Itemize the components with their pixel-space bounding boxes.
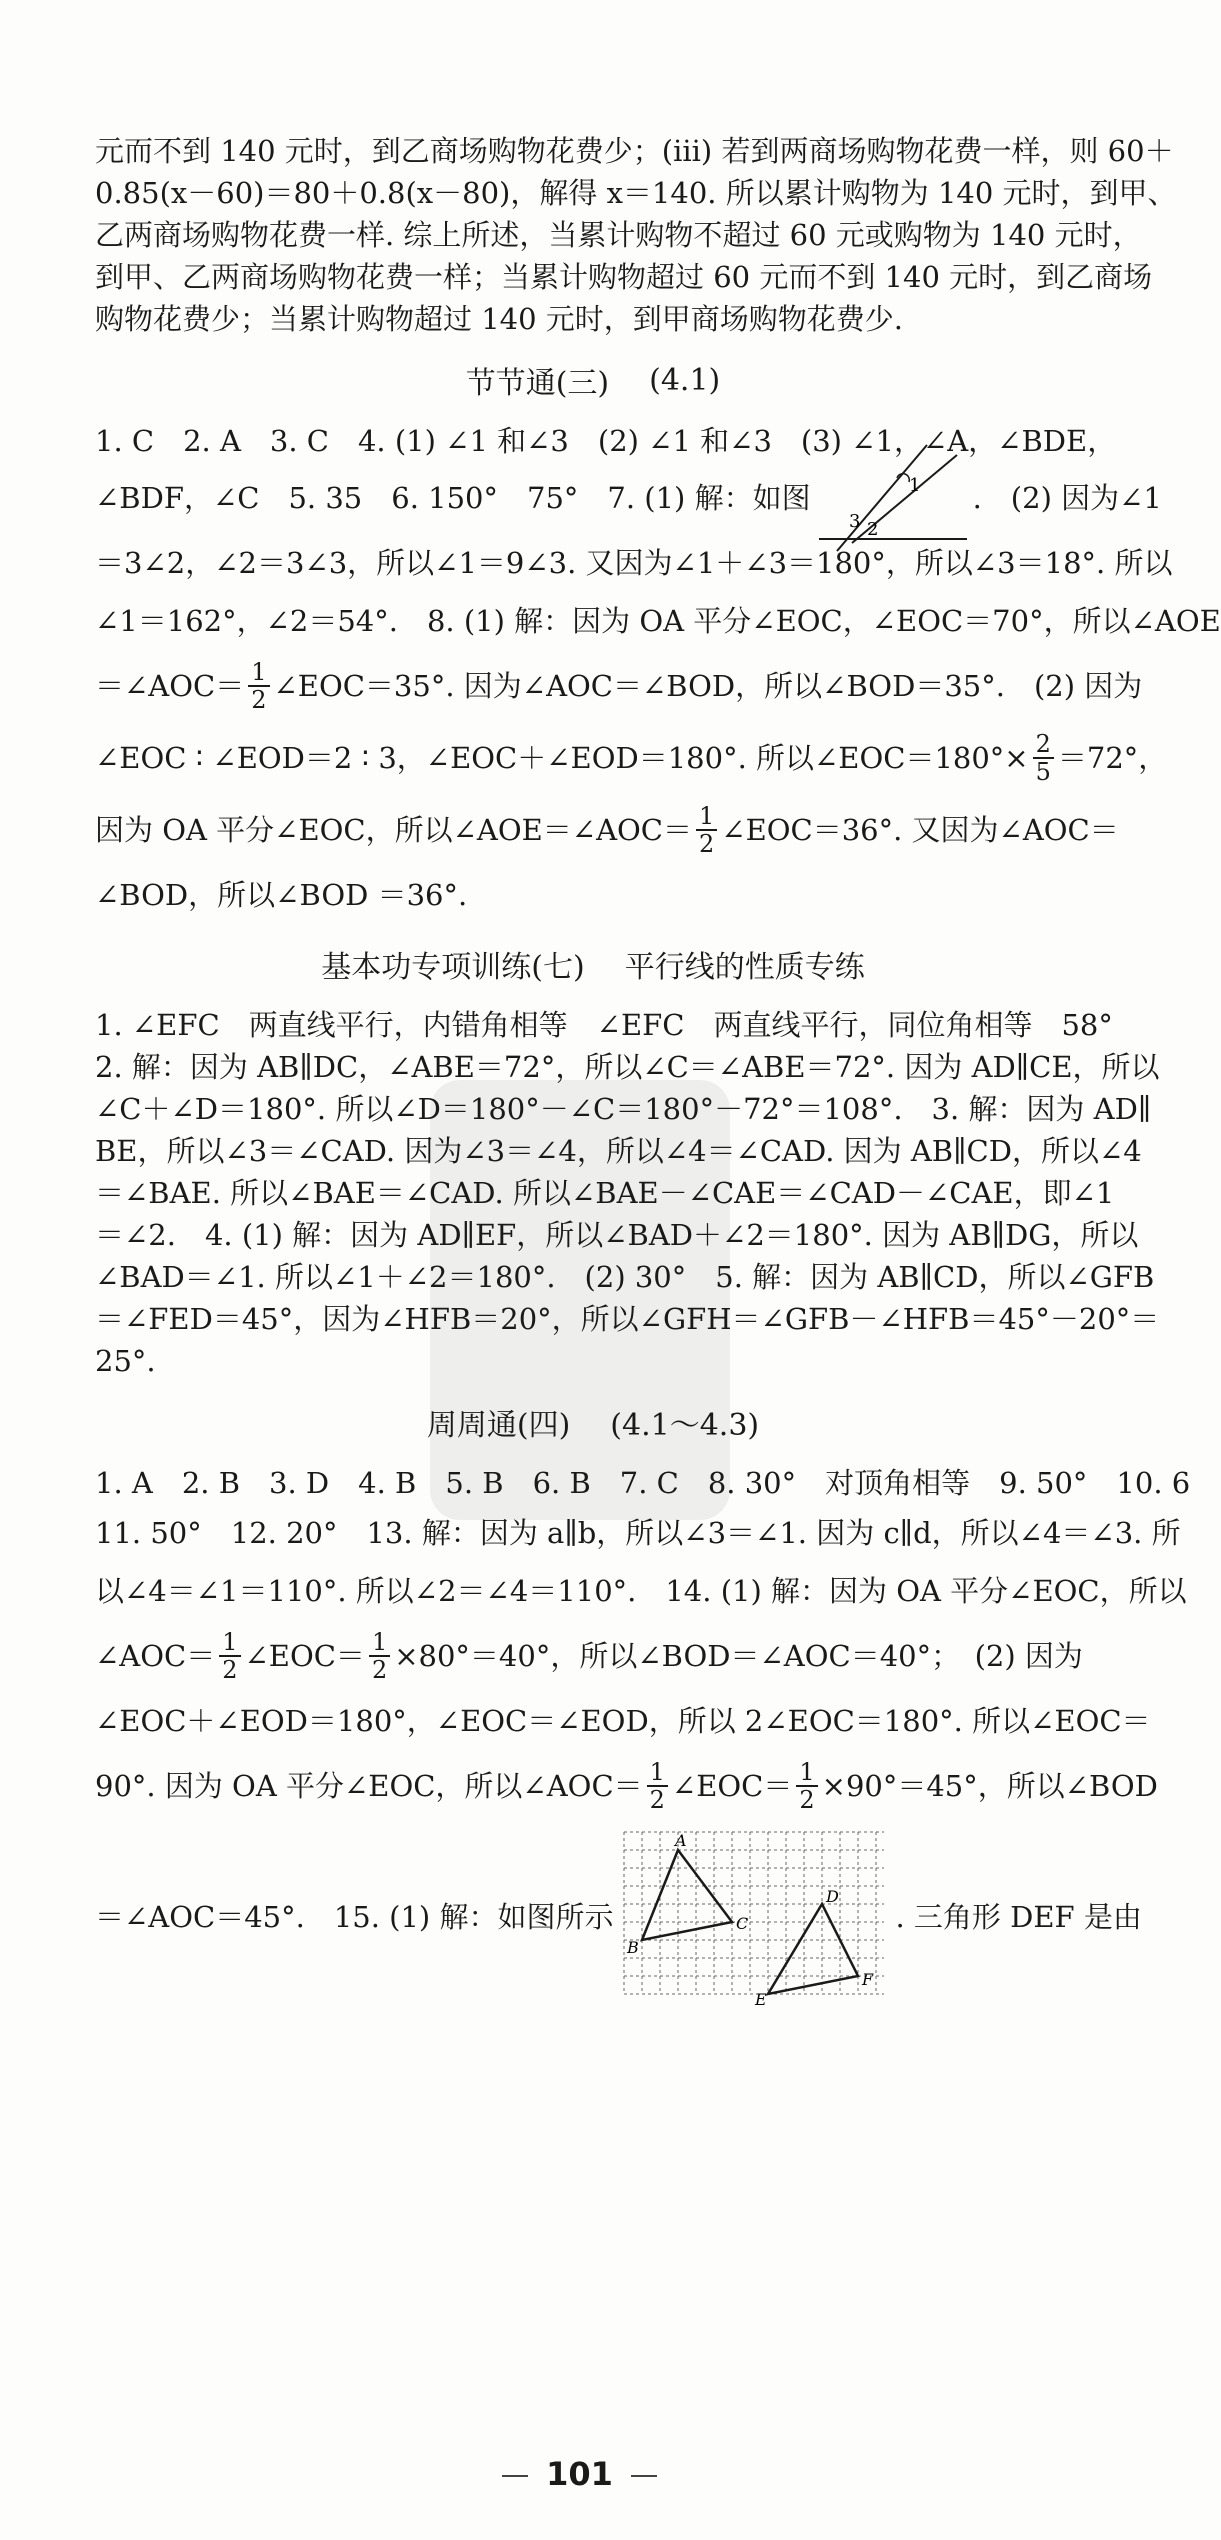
text-seg: . 三角形 DEF 是由 (895, 1900, 1142, 1934)
text-seg: 因为 OA 平分∠EOC，所以∠AOE＝∠AOC＝ (95, 813, 692, 847)
text-line: ∠1＝162°，∠2＝54°. 8. (1) 解：因为 OA 平分∠EOC，∠EOC＝70°，所以∠AOE (95, 604, 1221, 638)
heading-range: (4.1～4.3) (610, 1408, 760, 1443)
frac-num: 1 (696, 803, 717, 831)
fig-label-1: 1 (908, 475, 921, 496)
text-line (95, 794, 1119, 866)
text-line: 1. ∠EFC 两直线平行，内错角相等 ∠EFC 两直线平行，同位角相等 58° (95, 1008, 1113, 1042)
frac-den: 2 (371, 1656, 388, 1684)
text-line: ＝∠2. 4. (1) 解：因为 AD∥EF，所以∠BAD＋∠2＝180°. 因为 AB∥DG，所以 (95, 1218, 1139, 1252)
text-line: 到甲、乙两商场购物花费一样；当累计购物超过 60 元而不到 140 元时，到乙商场 (95, 260, 1153, 294)
heading-range: (4.1) (649, 362, 721, 398)
text-line (95, 462, 1162, 540)
text-line: ＝∠FED＝45°，因为∠HFB＝20°，所以∠GFH＝∠GFB－∠HFB＝45°－20°＝ (95, 1302, 1160, 1336)
frac-num: 1 (248, 659, 269, 687)
frac-num: 1 (647, 1759, 668, 1787)
frac-num: 1 (219, 1629, 240, 1657)
text-seg: ∠BDF，∠C 5. 35 6. 150° 75° 7. (1) 解：如图 (95, 481, 811, 515)
text-line (95, 650, 1143, 722)
grid-label-d: D (826, 1887, 840, 1906)
text-seg: ×80°＝40°，所以∠BOD＝∠AOC＝40°； (2) 因为 (394, 1639, 1083, 1673)
intersecting-lines-figure (817, 443, 967, 553)
section-heading-jiejietong (95, 340, 1091, 420)
fraction (647, 1759, 668, 1813)
fraction (369, 1629, 390, 1683)
heading-subtitle: 平行线的性质专练 (624, 950, 865, 985)
text-line: 元而不到 140 元时，到乙商场购物花费少；(iii) 若到两商场购物花费一样，则 60＋ (95, 134, 1174, 168)
section-heading-zhouzhoutong (95, 1382, 1091, 1462)
text-seg: ∠AOC＝ (95, 1639, 216, 1673)
text-seg: ∠EOC＝36°. 又因为∠AOC＝ (721, 813, 1119, 847)
grid-triangle-figure (619, 1827, 889, 2007)
grid-label-a: A (675, 1831, 688, 1850)
frac-den: 2 (698, 830, 715, 858)
text-line: 25°. (95, 1344, 156, 1378)
text-seg: ∠EOC＝35°. 因为∠AOC＝∠BOD，所以∠BOD＝35°. (2) 因为 (273, 669, 1143, 703)
section-heading-jibengong (95, 924, 1091, 1004)
text-line: 购物花费少；当累计购物超过 140 元时，到甲商场购物花费少. (95, 302, 904, 336)
fraction (219, 1629, 240, 1683)
text-line: 1. A 2. B 3. D 4. B 5. B 6. B 7. C 8. 30° 对顶角相等 9. 50° 10. 6 (95, 1466, 1191, 1500)
text-seg: ∠EOC＝ (671, 1769, 793, 1803)
text-line: 0.85(x－60)＝80＋0.8(x－80)，解得 x＝140. 所以累计购物为 140 元时，到甲、 (95, 176, 1177, 210)
text-line (95, 1750, 1158, 1822)
text-line (95, 722, 1168, 794)
frac-den: 2 (799, 1786, 815, 1814)
frac-den: 2 (251, 686, 267, 714)
text-line: ∠C＋∠D＝180°. 所以∠D＝180°－∠C＝180°－72°＝108°. 3. 解：因为 AD∥ (95, 1092, 1152, 1126)
grid-label-c: C (736, 1914, 749, 1933)
text-seg: ＝72°， (1057, 741, 1168, 775)
heading-title: 周周通(四) (426, 1408, 571, 1443)
text-seg: ∠EOC＝ (244, 1639, 365, 1673)
text-line: 1. C 2. A 3. C 4. (1) ∠1 和∠3 (2) ∠1 和∠3 (3) ∠1，∠A，∠BDE， (95, 424, 1117, 458)
fig-label-3: 3 (848, 511, 861, 532)
fraction (1033, 731, 1054, 785)
text-line: 乙两商场购物花费一样. 综上所述，当累计购物不超过 60 元或购物为 140 元时， (95, 218, 1142, 252)
text-line: 11. 50° 12. 20° 13. 解：因为 a∥b，所以∠3＝∠1. 因为 c∥d，所以∠4＝∠3. 所 (95, 1516, 1181, 1550)
frac-num: 1 (369, 1629, 390, 1657)
page-number-text: 101 (546, 2455, 613, 2493)
text-line: 以∠4＝∠1＝110°. 所以∠2＝∠4＝110°. 14. (1) 解：因为 OA 平分∠EOC，所以 (95, 1574, 1187, 1608)
text-seg: 90°. 因为 OA 平分∠EOC，所以∠AOC＝ (95, 1769, 643, 1803)
answer-page (95, 130, 1221, 2012)
grid-label-b: B (627, 1938, 640, 1957)
text-line: ＝∠BAE. 所以∠BAE＝∠CAD. 所以∠BAE－∠CAE＝∠CAD－∠CAE，即∠1 (95, 1176, 1115, 1210)
frac-den: 5 (1035, 758, 1051, 786)
text-seg: ＝∠AOC＝45°. 15. (1) 解：如图所示 (95, 1900, 614, 1934)
grid-label-e: E (755, 1990, 768, 2009)
text-line: BE，所以∠3＝∠CAD. 因为∠3＝∠4，所以∠4＝∠CAD. 因为 AB∥CD，所以∠4 (95, 1134, 1142, 1168)
fraction (696, 803, 717, 857)
fraction (248, 659, 269, 713)
text-line (95, 1822, 1142, 2012)
frac-num: 1 (796, 1759, 817, 1787)
text-seg: ×90°＝45°，所以∠BOD (821, 1769, 1158, 1803)
text-seg: . (2) 因为∠1 (972, 481, 1162, 515)
grid-label-f: F (862, 1970, 874, 1989)
frac-den: 2 (649, 1786, 665, 1814)
text-line: ∠BAD＝∠1. 所以∠1＋∠2＝180°. (2) 30° 5. 解：因为 AB∥CD，所以∠GFB (95, 1260, 1155, 1294)
frac-den: 2 (222, 1656, 238, 1684)
heading-title: 基本功专项训练(七) (321, 950, 585, 985)
text-line (95, 1620, 1091, 1692)
text-line: ∠BOD，所以∠BOD ＝36°. (95, 878, 468, 912)
heading-title: 节节通(三) (465, 366, 610, 401)
fraction (796, 1759, 817, 1813)
text-seg: ∠EOC ∶ ∠EOD＝2 ∶ 3，∠EOC＋∠EOD＝180°. 所以∠EOC＝180°× (95, 741, 1029, 775)
text-line: ∠EOC＋∠EOD＝180°，∠EOC＝∠EOD，所以 2∠EOC＝180°. 所以∠EOC＝ (95, 1704, 1151, 1738)
page-number (0, 2455, 1159, 2493)
text-line: 2. 解：因为 AB∥DC，∠ABE＝72°，所以∠C＝∠ABE＝72°. 因为 AD∥CE，所以 (95, 1050, 1160, 1084)
text-line: ＝3∠2，∠2＝3∠3，所以∠1＝9∠3. 又因为∠1＋∠3＝180°，所以∠3＝18°. 所以 (95, 546, 1173, 580)
fig-label-2: 2 (866, 519, 879, 540)
frac-num: 2 (1033, 731, 1054, 759)
text-seg: ＝∠AOC＝ (95, 669, 245, 703)
